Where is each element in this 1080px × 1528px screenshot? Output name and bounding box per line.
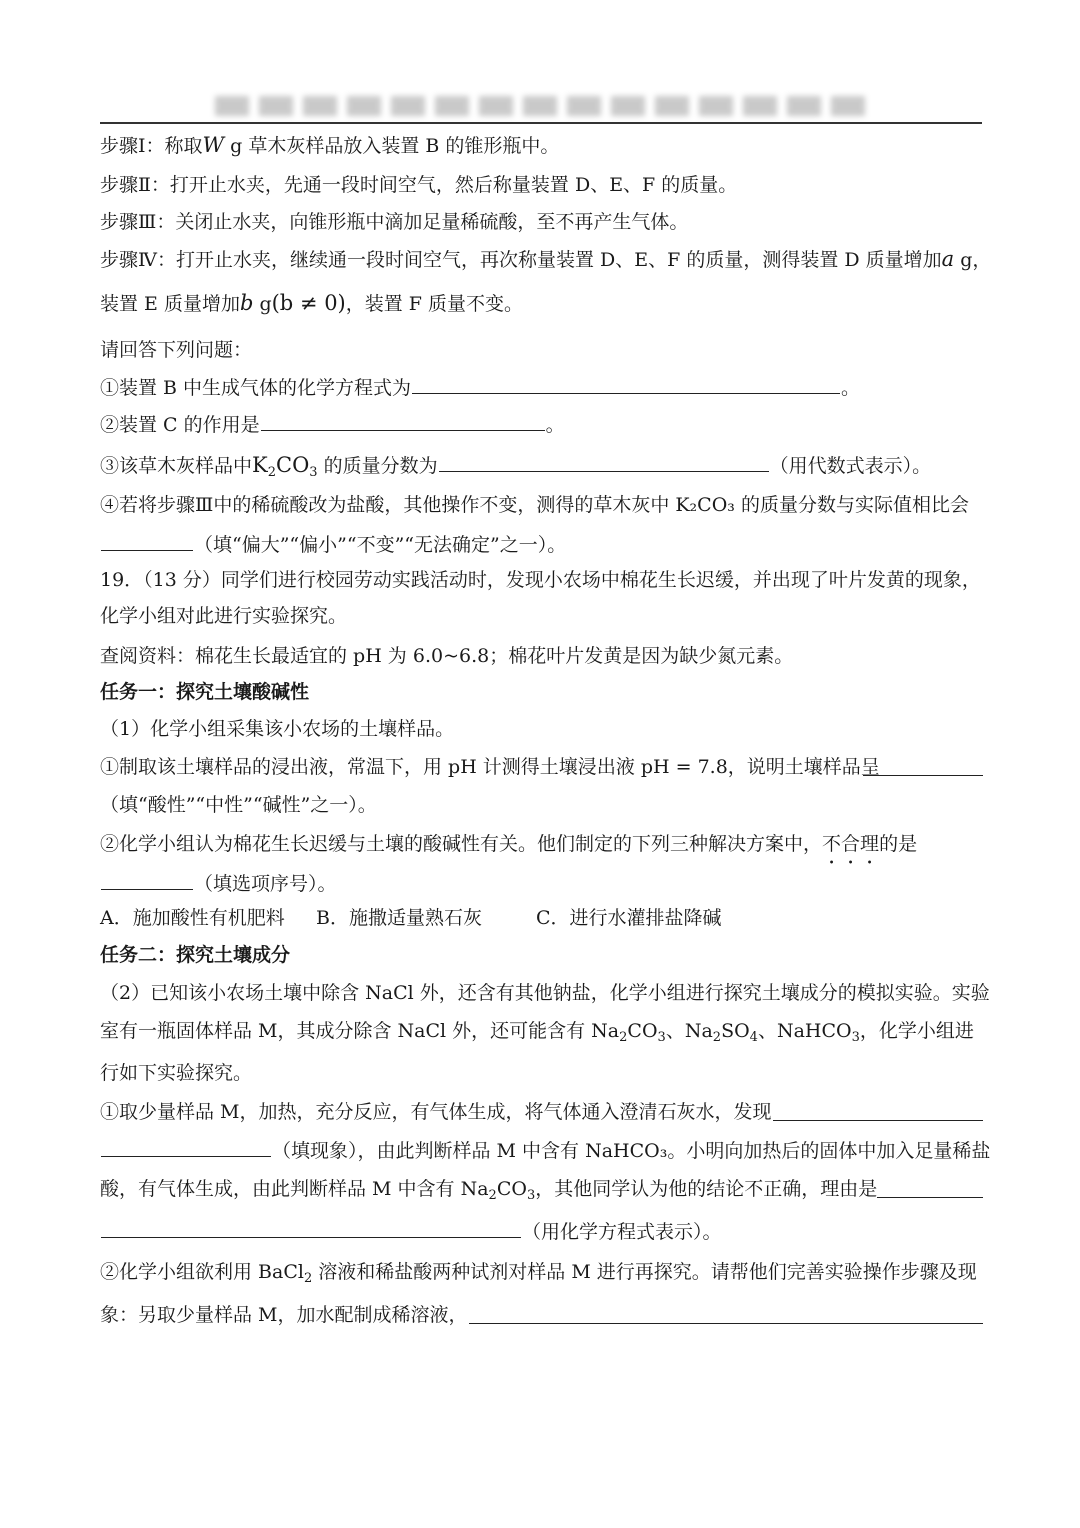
task-2-question-1-cont-2 bbox=[100, 1176, 982, 1202]
task-2-q1-text-3: 酸，有气体生成，由此判断样品 M 中含有 Na bbox=[100, 1178, 489, 1200]
step-4 bbox=[100, 246, 992, 273]
task-2-question-1 bbox=[100, 1099, 982, 1125]
step-4-unit: g， bbox=[954, 249, 992, 271]
formula-sub: 2 bbox=[267, 465, 276, 480]
formula-sub: 3 bbox=[309, 465, 318, 480]
questions-intro: 请回答下列问题： bbox=[100, 339, 253, 361]
step-4-text: 步骤Ⅳ：打开止水夹，继续通一段时间空气，再次称量装置 D、E、F 的质量，测得装置 D 质量增加 bbox=[100, 249, 942, 271]
task-2-part-2-cont bbox=[100, 1018, 982, 1044]
answer-blank-7[interactable] bbox=[773, 1120, 983, 1121]
question-2-end: 。 bbox=[545, 414, 565, 436]
option-c: C．进行水灌排盐降碱 bbox=[536, 907, 722, 929]
task-1-q2-end: （填选项序号）。 bbox=[194, 873, 337, 895]
task-2-part-2-cont-2: 行如下实验探究。 bbox=[100, 1062, 253, 1084]
formula-co: CO bbox=[627, 1020, 658, 1042]
question-3-end: （用代数式表示）。 bbox=[769, 455, 932, 477]
question-1-end: 。 bbox=[841, 377, 861, 399]
task-2-q1-text: ①取少量样品 M，加热，充分反应，有气体生成，将气体通入澄清石灰水，发现 bbox=[100, 1101, 772, 1123]
task-1-question-2 bbox=[100, 831, 982, 857]
answer-blank-5[interactable] bbox=[863, 775, 983, 776]
variable-a: a bbox=[941, 247, 955, 271]
option-b: B．施撒适量熟石灰 bbox=[316, 907, 482, 929]
formula-sub: 2 bbox=[712, 1030, 722, 1045]
formula-nahco: 、NaHCO bbox=[757, 1020, 852, 1042]
step-5-unit: g bbox=[253, 293, 272, 315]
answer-blank-1[interactable] bbox=[412, 373, 840, 394]
task-1-q2-text-end: 的是 bbox=[879, 833, 918, 855]
formula-sub: 2 bbox=[303, 1271, 313, 1286]
formula-sub: 3 bbox=[526, 1188, 536, 1203]
formula-co: CO bbox=[496, 1178, 527, 1200]
answer-blank-6[interactable] bbox=[101, 869, 193, 890]
question-1-text: ①装置 B 中生成气体的化学方程式为 bbox=[100, 377, 412, 399]
emphasis-char: 理 bbox=[860, 833, 880, 855]
q19-header: 19．（13 分）同学们进行校园劳动实践活动时，发现小农场中棉花生长迟缓，并出现了叶片发黄的现象， bbox=[100, 569, 981, 591]
question-1 bbox=[100, 373, 982, 401]
step-1 bbox=[100, 132, 982, 159]
option-list bbox=[100, 905, 982, 931]
formula-co: CO bbox=[276, 453, 310, 477]
task-2-question-2-cont bbox=[100, 1302, 982, 1328]
task-2-text: 室有一瓶固体样品 M，其成分除含 NaCl 外，还可能含有 Na bbox=[100, 1020, 620, 1042]
answer-blank-2[interactable] bbox=[261, 410, 545, 431]
task-2-title: 任务二：探究土壤成分 bbox=[100, 944, 291, 966]
reference-info: 查阅资料：棉花生长最适宜的 pH 为 6.0~6.8；棉花叶片发黄是因为缺少氮元素。 bbox=[100, 645, 794, 667]
task-2-part-2: （2）已知该小农场土壤中除含 NaCl 外，还含有其他钠盐，化学小组进行探究土壤成分的模拟实验。实验 bbox=[100, 982, 990, 1004]
task-1-part-1: （1）化学小组采集该小农场的土壤样品。 bbox=[100, 718, 455, 740]
variable-w: W bbox=[202, 133, 225, 157]
task-2-q1-text-2: （填现象），由此判断样品 M 中含有 NaHCO₃。小明向加热后的固体中加入足量稀盐 bbox=[272, 1140, 991, 1162]
question-4-cont bbox=[100, 530, 982, 558]
formula-so: SO bbox=[721, 1020, 750, 1042]
condition-b-nonzero: (b ≠ 0) bbox=[271, 291, 346, 315]
question-3-text-2: 的质量分数为 bbox=[317, 455, 438, 477]
answer-blank-10[interactable] bbox=[101, 1217, 521, 1238]
page-header-blurred bbox=[215, 96, 865, 116]
emphasis-char: 不 bbox=[822, 833, 842, 855]
answer-blank-8[interactable] bbox=[101, 1136, 271, 1157]
formula-k: K bbox=[252, 453, 268, 477]
task-2-q2-text-2: 溶液和稀盐酸两种试剂对样品 M 进行再探究。请帮他们完善实验操作步骤及现 bbox=[312, 1261, 977, 1283]
formula-sub: 4 bbox=[749, 1030, 758, 1045]
task-2-q1-text-4: ，其他同学认为他的结论不正确，理由是 bbox=[535, 1178, 878, 1200]
formula-sub: 2 bbox=[488, 1188, 497, 1203]
task-1-q1-text: ①制取该土壤样品的浸出液，常温下，用 pH 计测得土壤浸出液 pH = 7.8，说明土壤样品呈 bbox=[100, 756, 880, 778]
task-1-title: 任务一：探究土壤酸碱性 bbox=[100, 681, 310, 703]
task-1-question-1 bbox=[100, 754, 982, 780]
answer-blank-4[interactable] bbox=[101, 530, 193, 551]
task-2-q2-text-3: 象：另取少量样品 M，加水配制成稀溶液， bbox=[100, 1304, 468, 1326]
task-2-question-1-cont-3 bbox=[100, 1217, 982, 1245]
task-1-question-1-cont: （填“酸性”“中性”“碱性”之一）。 bbox=[100, 794, 377, 816]
task-1-question-2-cont bbox=[100, 869, 982, 897]
question-4-end: （填“偏大”“偏小”“不变”“无法确定”之一）。 bbox=[194, 534, 567, 556]
formula-na: 、Na bbox=[665, 1020, 713, 1042]
q19-header-cont: 化学小组对此进行实验探究。 bbox=[100, 605, 348, 627]
answer-blank-9[interactable] bbox=[877, 1197, 983, 1198]
task-1-q2-text: ②化学小组认为棉花生长迟缓与土壤的酸碱性有关。他们制定的下列三种解决方案中， bbox=[100, 833, 823, 855]
step-1-text: 步骤Ⅰ：称取 bbox=[100, 135, 203, 157]
formula-sub: 3 bbox=[851, 1030, 860, 1045]
question-3-text: ③该草木灰样品中 bbox=[100, 455, 253, 477]
answer-blank-3[interactable] bbox=[439, 451, 769, 472]
task-2-text-end: ，化学小组进 bbox=[859, 1020, 974, 1042]
formula-sub: 2 bbox=[619, 1030, 628, 1045]
formula-sub: 3 bbox=[657, 1030, 666, 1045]
question-4: ④若将步骤Ⅲ中的稀硫酸改为盐酸，其他操作不变，测得的草木灰中 K₂CO₃ 的质量分数与实际值相比会 bbox=[100, 494, 969, 516]
variable-b: b bbox=[239, 291, 254, 315]
question-2-text: ②装置 C 的作用是 bbox=[100, 414, 260, 436]
step-4-cont bbox=[100, 290, 982, 317]
task-2-q1-end: （用化学方程式表示）。 bbox=[522, 1221, 722, 1243]
step-5-text-end: ，装置 F 质量不变。 bbox=[345, 293, 524, 315]
option-a: A．施加酸性有机肥料 bbox=[100, 907, 285, 929]
header-rule bbox=[100, 122, 982, 124]
task-2-q2-text: ②化学小组欲利用 BaCl bbox=[100, 1261, 304, 1283]
step-5-text: 装置 E 质量增加 bbox=[100, 293, 240, 315]
step-2: 步骤Ⅱ：打开止水夹，先通一段时间空气，然后称量装置 D、E、F 的质量。 bbox=[100, 174, 738, 196]
task-2-question-1-cont bbox=[100, 1136, 991, 1164]
step-1-text-end: g 草木灰样品放入装置 B 的锥形瓶中。 bbox=[224, 135, 560, 157]
emphasis-char: 合 bbox=[841, 833, 861, 855]
step-3: 步骤Ⅲ：关闭止水夹，向锥形瓶中滴加足量稀硫酸，至不再产生气体。 bbox=[100, 211, 689, 233]
answer-blank-11[interactable] bbox=[469, 1323, 983, 1324]
task-2-question-2 bbox=[100, 1259, 982, 1285]
question-3 bbox=[100, 451, 982, 479]
question-2 bbox=[100, 410, 982, 438]
